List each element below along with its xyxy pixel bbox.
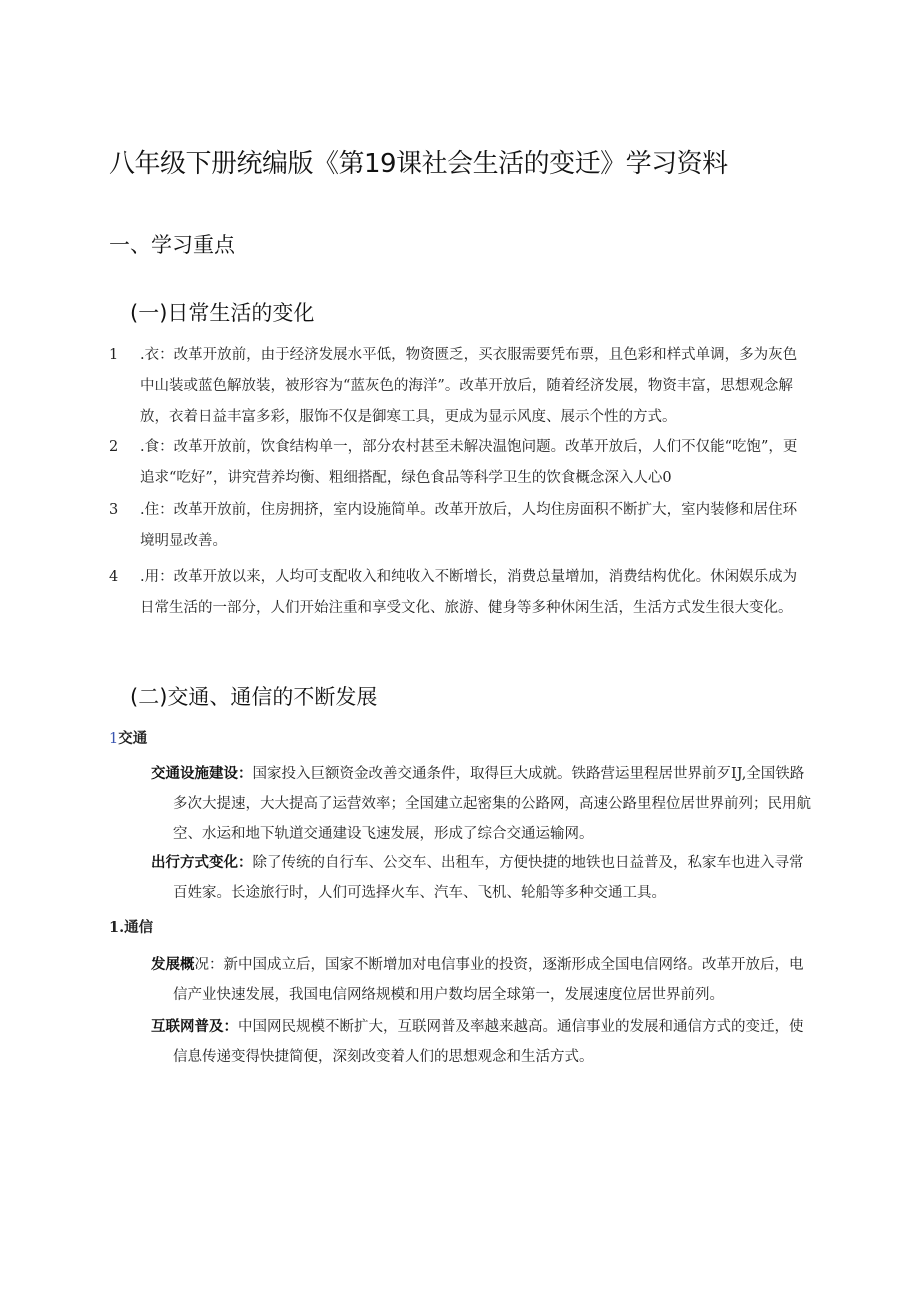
paragraph-label: 发展概: [151, 956, 195, 973]
subsection-heading-transport-telecom: (二)交通、通信的不断发展: [130, 685, 378, 709]
list-item-text: .用：改革开放以来，人均可支配收入和纯收入不断增长，消费总量增加，消费结构优化。休闲娱乐成为日常生活的一部分，人们开始注重和享受文化、旅游、健身等多种休闲生活，生活方式发生很大变化。: [140, 569, 798, 616]
list-item-number: 4: [109, 569, 119, 585]
list-item-text: .食：改革开放前，饮食结构单一，部分农村甚至未解决温饱问题。改革开放后，人们不仅能“吃饱”，更追求“吃好”，讲究营养均衡、粗细搭配，绿色食品等科学卫生的饮食概念深入人心0: [140, 439, 798, 486]
list-item-housing: [109, 495, 809, 557]
paragraph-transport-infrastructure: [151, 759, 817, 849]
transport-heading-label: 交通: [118, 730, 148, 747]
list-item-number: 1: [109, 347, 119, 363]
list-item-text: .住：改革开放前，住房拥挤，室内设施简单。改革开放后，人均住房面积不断扩大，室内装修和居住环境明显改善。: [140, 502, 798, 549]
section-heading-study-focus: 一、学习重点: [109, 233, 235, 257]
list-item-food: [109, 432, 809, 494]
list-item-clothing: [109, 340, 809, 433]
paragraph-internet: [151, 1012, 817, 1072]
paragraph-label: 出行方式变化：: [151, 854, 253, 871]
transport-heading-number: 1: [109, 731, 119, 747]
paragraph-telecom-overview: [151, 950, 817, 1010]
transport-heading: [109, 727, 147, 751]
paragraph-text: 除了传统的自行车、公交车、出租车，方便快捷的地铁也日益普及，私家车也进入寻常百姓家。长途旅行时，人们可选择火车、汽车、飞机、轮船等多种交通工具。: [173, 855, 804, 901]
paragraph-text: 况：新中国成立后，国家不断增加对电信事业的投资，逐渐形成全国电信网络。改革开放后，电信产业快速发展，我国电信网络规模和用户数均居全球第一，发展速度位居世界前列。: [173, 957, 804, 1003]
telecom-heading: 1.通信: [109, 919, 154, 936]
list-item-text: .衣：改革开放前，由于经济发展水平低，物资匮乏，买衣服需要凭布票，且色彩和样式单调，多为灰色中山装或蓝色解放装，被形容为“蓝灰色的海洋”。改革开放后，随着经济发展，物资丰富，思想观念解放，衣着日益丰富多彩，服饰不仅是御寒工具，更成为显示风度、展示个性的方式。: [140, 347, 798, 425]
paragraph-travel-change: [151, 848, 817, 908]
paragraph-text: 国家投入巨额资金改善交通条件，取得巨大成就。铁路营运里程居世界前歹IJ,全国铁路多次大提速，大大提高了运营效率；全国建立起密集的公路网，高速公路里程位居世界前列；民用航空、水运和地下轨道交通建设飞速发展，形成了综合交通运输网。: [173, 766, 811, 842]
list-item-number: 3: [109, 502, 119, 518]
paragraph-label: 互联网普及：: [151, 1018, 238, 1035]
paragraph-label: 交通设施建设：: [151, 765, 253, 782]
paragraph-text: 中国网民规模不断扩大，互联网普及率越来越高。通信事业的发展和通信方式的变迁，使信息传递变得快捷简便，深刻改变着人们的思想观念和生活方式。: [173, 1019, 804, 1065]
document-title: 八年级下册统编版《第19课社会生活的变迁》学习资料: [109, 149, 728, 179]
list-item-number: 2: [109, 439, 119, 455]
subsection-heading-daily-life: (一)日常生活的变化: [130, 301, 315, 325]
list-item-consumption: [109, 562, 809, 624]
